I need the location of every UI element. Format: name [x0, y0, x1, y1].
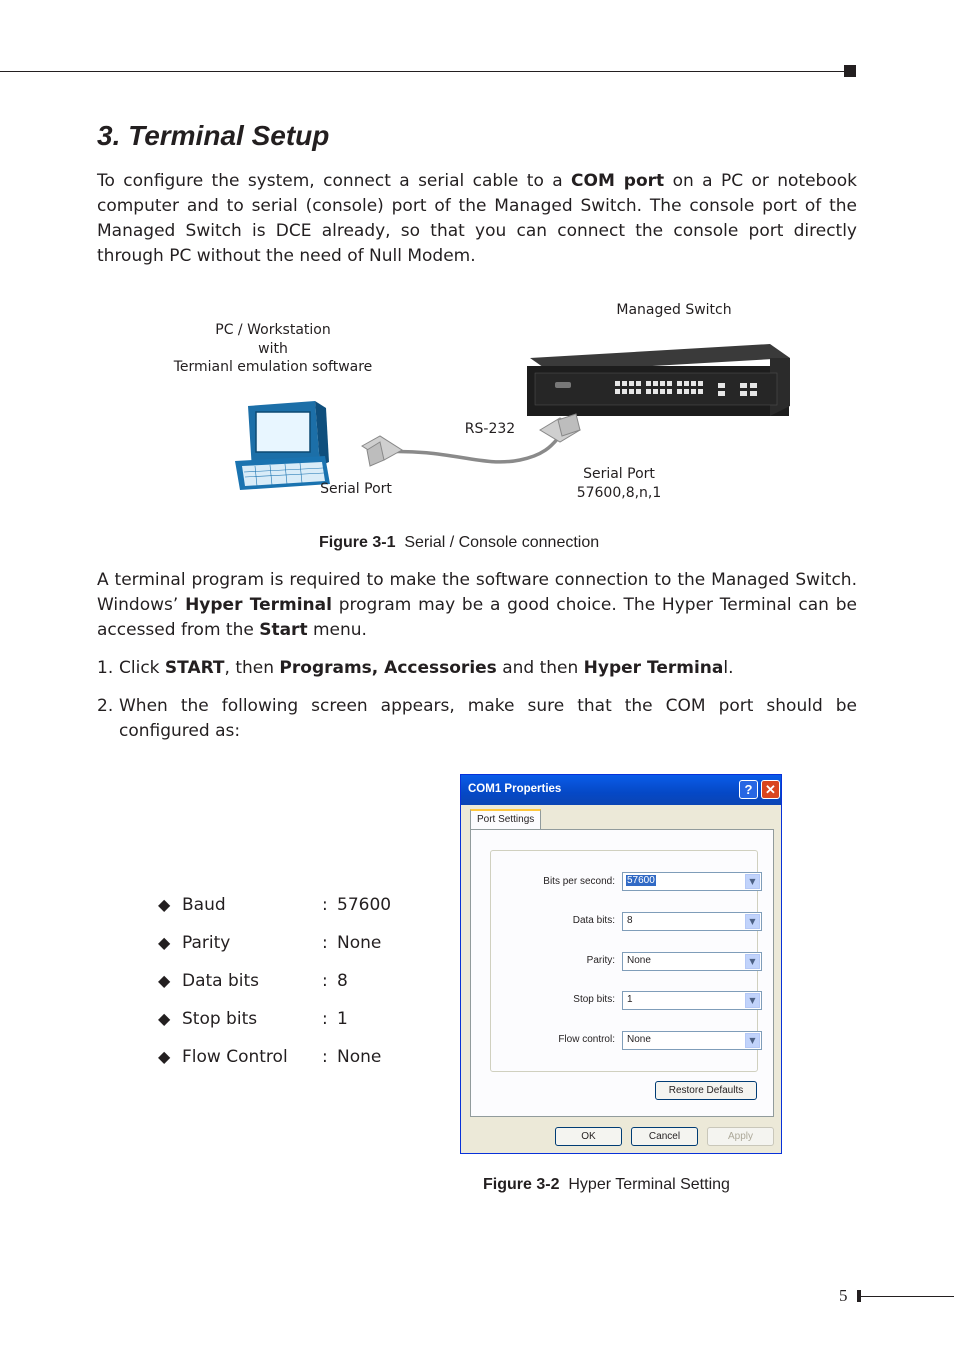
section-title: 3. Terminal Setup: [97, 120, 330, 151]
figure-3-2-caption: Figure 3-2 Hyper Terminal Setting: [483, 1176, 730, 1193]
chevron-down-icon[interactable]: ▼: [745, 1033, 760, 1048]
cancel-button[interactable]: Cancel: [631, 1127, 698, 1146]
dialog-title: COM1 Properties: [468, 783, 562, 795]
dialog-titlebar: [461, 775, 781, 805]
data-bits-select[interactable]: 8 ▼: [622, 912, 762, 931]
header-rule: [0, 71, 848, 72]
page-number: 5: [839, 1286, 848, 1305]
header-square-marker: [844, 65, 856, 77]
parity-label: Parity:: [586, 955, 615, 966]
settings-group: [490, 850, 758, 1072]
pc-serial-port-label: Serial Port: [320, 481, 392, 497]
connection-diagram: [230, 336, 800, 496]
pc-label: PC / Workstation with Termianl emulation software: [173, 322, 373, 375]
step-2: 2. When the following screen appears, make sure that the COM port should be configured as:: [97, 696, 857, 741]
footer-rule: [861, 1296, 954, 1297]
close-button[interactable]: ✕: [761, 780, 780, 799]
apply-button[interactable]: Apply: [707, 1127, 774, 1146]
restore-defaults-button[interactable]: Restore Defaults: [655, 1081, 757, 1100]
serial-connector-pc: [362, 436, 402, 466]
step-1: 1. Click START, then Programs, Accessories and then Hyper Terminal.: [97, 658, 734, 678]
bits-per-second-label: Bits per second:: [543, 876, 615, 887]
pc-computer-image: [235, 401, 330, 490]
switch-label: Managed Switch: [616, 302, 732, 318]
chevron-down-icon[interactable]: ▼: [745, 954, 760, 969]
bits-per-second-select[interactable]: 57600 ▼: [622, 872, 762, 891]
chevron-down-icon[interactable]: ▼: [745, 874, 760, 889]
com1-properties-dialog: [460, 774, 782, 1154]
flow-control-select[interactable]: None ▼: [622, 1031, 762, 1050]
rs232-label: RS-232: [464, 421, 516, 437]
help-button[interactable]: ?: [739, 780, 758, 799]
figure-3-1-caption: Figure 3-1 Serial / Console connection: [319, 534, 600, 551]
serial-connector-switch: [540, 414, 580, 442]
switch-serial-port-label: Serial Port 57600,8,n,1: [576, 466, 662, 501]
ok-button[interactable]: OK: [555, 1127, 622, 1146]
tab-port-settings[interactable]: Port Settings: [470, 809, 541, 831]
stop-bits-select[interactable]: 1 ▼: [622, 991, 762, 1010]
port-settings-panel: [470, 829, 774, 1117]
chevron-down-icon[interactable]: ▼: [745, 993, 760, 1008]
parity-select[interactable]: None ▼: [622, 952, 762, 971]
intro-paragraph: To configure the system, connect a serial cable to a COM port on a PC or notebook computer and to serial (console) port of the Managed Switch. The console port of the Managed Switch is DCE already, so that you can connect the console port directly through PC without the need of Null Modem.: [97, 171, 857, 266]
stop-bits-label: Stop bits:: [573, 994, 615, 1005]
flow-control-label: Flow control:: [558, 1034, 615, 1045]
terminal-paragraph: A terminal program is required to make the software connection to the Managed Switch. Windows’ Hyper Terminal program may be a good choice. The Hyper Terminal can be accessed from the Start menu.: [97, 570, 857, 640]
chevron-down-icon[interactable]: ▼: [745, 914, 760, 929]
managed-switch-image: [527, 344, 790, 416]
data-bits-label: Data bits:: [572, 915, 615, 926]
